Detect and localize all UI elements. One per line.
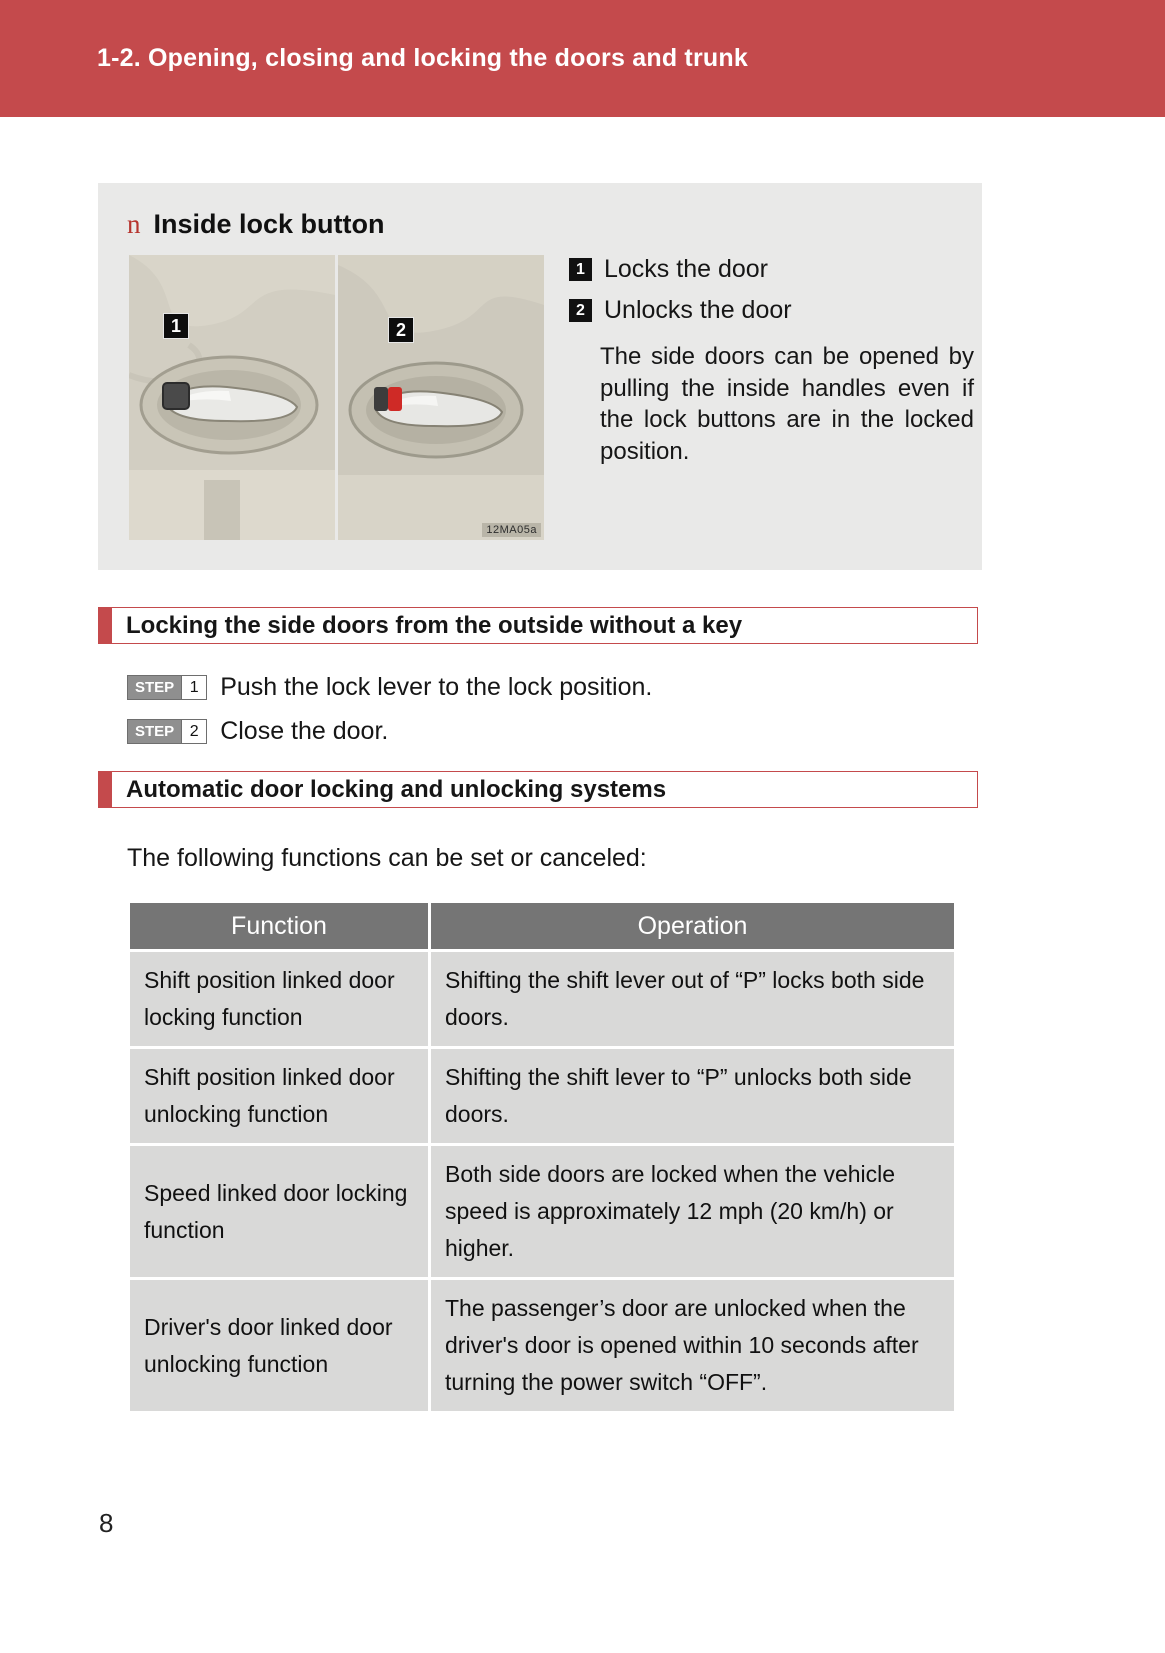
chapter-header-band: [0, 0, 1165, 117]
table-row: [130, 1049, 954, 1143]
door-panel-illustration-1: [129, 255, 335, 540]
functions-table: [127, 900, 957, 1414]
door-handle-photo-unlocked: [338, 255, 544, 540]
page-number: 8: [99, 1508, 114, 1538]
function-cell: Shift position linked door locking function: [130, 952, 428, 1046]
step-text-2: Close the door.: [220, 717, 389, 745]
image-label-1: 1: [163, 313, 189, 339]
table-row: [130, 952, 954, 1046]
red-accent-bar: [99, 772, 112, 807]
door-handle-photo-locked: [129, 255, 335, 540]
section-header-auto-lock: [98, 771, 978, 808]
operation-cell: Shifting the shift lever to “P” unlocks both side doors.: [431, 1049, 954, 1143]
operation-cell: The passenger’s door are unlocked when the driver's door is opened within 10 seconds after turning the power switch “OFF”.: [431, 1280, 954, 1411]
step-number: 1: [182, 675, 207, 700]
panel-body: [98, 255, 982, 540]
step-label: STEP: [127, 719, 182, 744]
table-row: [130, 1146, 954, 1277]
section-title-auto-lock: Automatic door locking and unlocking systems: [126, 775, 667, 803]
list-item-unlock-text: Unlocks the door: [604, 296, 792, 324]
side-doors-note: The side doors can be opened by pulling the inside handles even if the lock buttons are in the locked position.: [600, 343, 974, 465]
panel-title-text: Inside lock button: [153, 209, 385, 239]
operation-cell: Both side doors are locked when the vehicle speed is approximately 12 mph (20 km/h) or higher.: [431, 1146, 954, 1277]
panel-title: [127, 209, 982, 240]
red-accent-bar: [99, 608, 112, 643]
list-item-lock: [569, 255, 975, 284]
step-number: 2: [182, 719, 207, 744]
table-row: [130, 1280, 954, 1411]
number-badge-1: 1: [569, 258, 592, 281]
table-header-function: Function: [130, 903, 428, 949]
step-label: STEP: [127, 675, 182, 700]
inside-lock-panel: [98, 183, 982, 570]
step-badge-2: [127, 719, 207, 744]
function-cell: Shift position linked door unlocking function: [130, 1049, 428, 1143]
section-header-outside-lock: [98, 607, 978, 644]
steps-list: [127, 673, 1165, 746]
door-handle-photos: [129, 255, 545, 540]
list-item-unlock: [569, 296, 975, 325]
image-label-2: 2: [388, 317, 414, 343]
function-cell: Speed linked door locking function: [130, 1146, 428, 1277]
image-code: 12MA05a: [482, 523, 541, 537]
step-row-1: [127, 673, 1165, 702]
step-badge-1: [127, 675, 207, 700]
auto-lock-intro: The following functions can be set or canceled:: [127, 844, 647, 872]
function-cell: Driver's door linked door unlocking function: [130, 1280, 428, 1411]
section-title-outside-lock: Locking the side doors from the outside without a key: [126, 611, 743, 639]
table-header-row: [130, 903, 954, 949]
step-row-2: [127, 717, 1165, 746]
number-badge-2: 2: [569, 299, 592, 322]
list-item-lock-text: Locks the door: [604, 255, 768, 283]
operation-cell: Shifting the shift lever out of “P” locks both side doors.: [431, 952, 954, 1046]
step-text-1: Push the lock lever to the lock position.: [220, 673, 653, 701]
chapter-title: 1-2. Opening, closing and locking the doors and trunk: [97, 44, 748, 72]
square-bullet-icon: n: [127, 209, 141, 239]
door-panel-illustration-2: [338, 255, 544, 540]
table-header-operation: Operation: [431, 903, 954, 949]
panel-right-column: [569, 255, 975, 540]
